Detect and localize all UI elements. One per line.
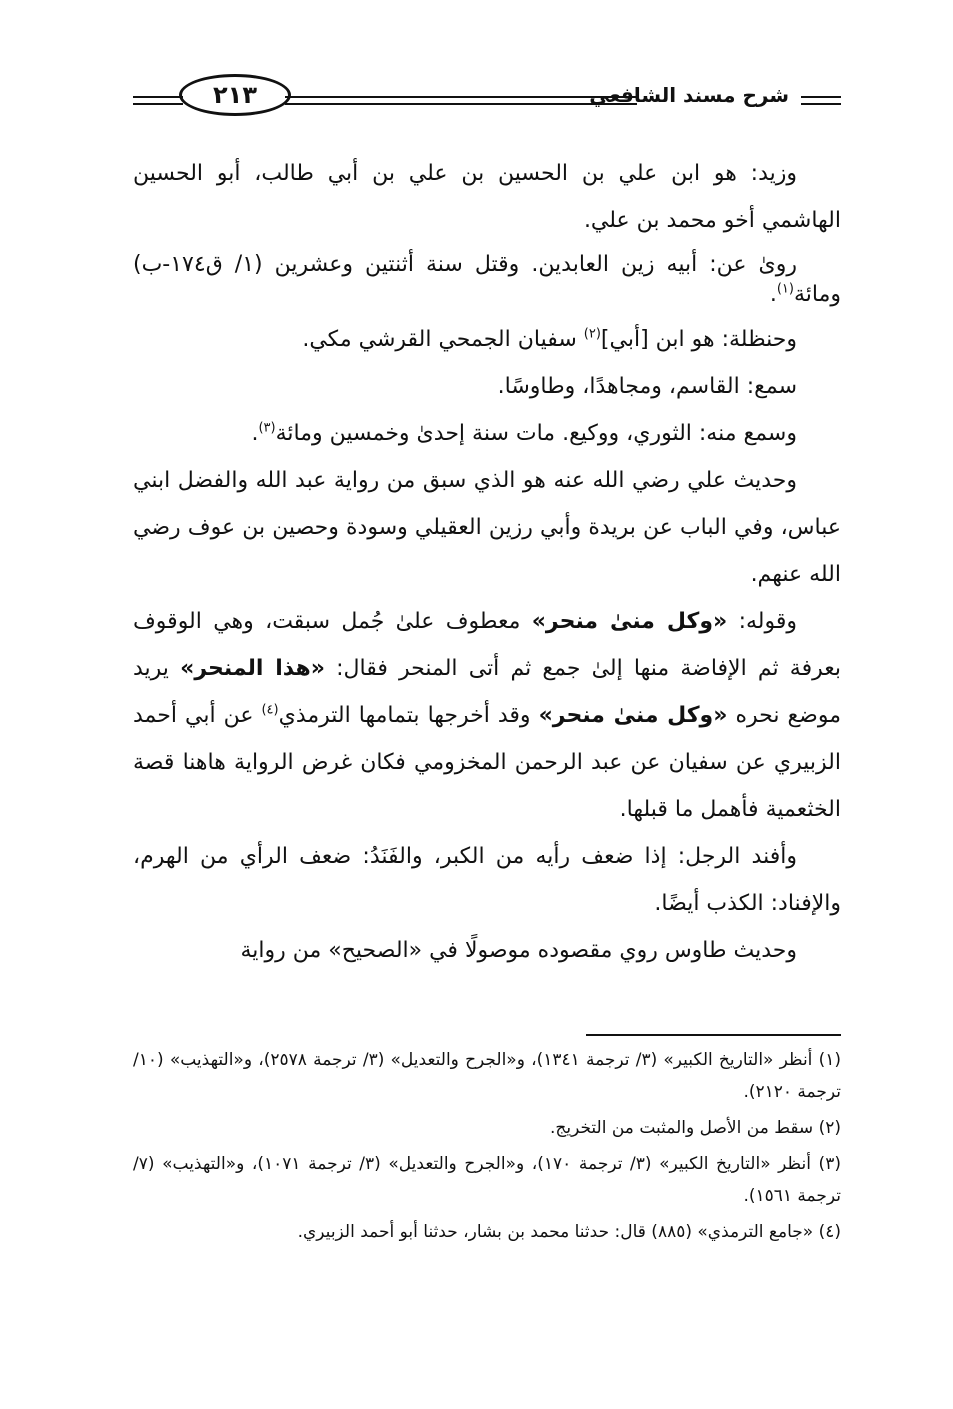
book-title: شرح مسند الشافعي <box>589 83 789 107</box>
main-text <box>133 150 841 974</box>
paragraph-text: سفيان الجمحي القرشي مكي. <box>302 327 584 352</box>
footnotes <box>133 1044 841 1252</box>
paragraph-zayd: وزيد: هو ابن علي بن الحسين بن علي بن أبي طالب، أبو الحسين الهاشمي أخو محمد بن علي. <box>133 161 841 233</box>
paragraph-text: وسمع منه: الثوري، ووكيع. مات سنة إحدىٰ وخمسين ومائة <box>275 421 797 446</box>
header-rule-left-1 <box>133 96 183 98</box>
footnote-4: (٤) «جامع الترمذي» (٨٨٥) قال: حدثنا محمد بن بشار، حدثنا أبو أحمد الزبيري. <box>297 1222 841 1242</box>
paragraph-text: عن أبي أحمد الزبيري عن سفيان عن عبد الرحمن المخزومي فكان غرض الرواية هاهنا قصة الخثعمية فأهمل ما قبلها. <box>133 703 841 822</box>
paragraph-text: وقد أخرجها بتمامها الترمذي <box>278 703 539 728</box>
footnote-ref-2: (٢) <box>583 326 601 342</box>
header-rule-middle-2 <box>285 103 637 105</box>
paragraph-rawa-an <box>133 250 841 310</box>
header-rule-right-1 <box>801 96 841 98</box>
footnote-3: (٣) أنظر «التاريخ الكبير» (٣/ ترجمة ١٧٠)، و«الجرح والتعديل» (٣/ ترجمة ١٠٧١)، و«التهذيب» (٧/ ترجمة ١٥٦١). <box>133 1154 841 1206</box>
header-rule-middle-1 <box>285 96 637 98</box>
quoted-phrase: «وكل منىٰ منحر» <box>531 609 728 634</box>
paragraph-text: معطوف علىٰ جُمل سبقت، وهي الوقوف بعرفة ثم الإفاضة منها إلىٰ جمع ثم أتى المنحر فقال: <box>133 609 841 681</box>
paragraph-text: وقوله: <box>727 609 798 634</box>
paragraph-text: وحنظلة: هو ابن [أبي] <box>600 327 797 352</box>
footnote-2: (٢) سقط من الأصل والمثبت من التخريج. <box>549 1118 841 1138</box>
paragraph-samia: سمع: القاسم، ومجاهدًا، وطاوسًا. <box>497 374 797 399</box>
header-rule-left-2 <box>133 103 183 105</box>
footnote-ref-1: (١) <box>776 281 794 297</box>
paragraph-hadith-tawus: وحديث طاوس روي مقصوده موصولًا في «الصحيح» من رواية <box>240 938 797 963</box>
paragraph-end: . <box>769 282 777 307</box>
paragraph-afnada: وأفند الرجل: إذا ضعف رأيه من الكبر، والفَنَدُ: ضعف الرأي من الهرم، والإفناد: الكذب أيضًا. <box>133 844 841 916</box>
paragraph-hanzala <box>133 316 841 363</box>
footnote-ref-4: (٤) <box>261 702 279 718</box>
footnote-ref-3: (٣) <box>258 420 276 436</box>
paragraph-qawluhu <box>133 598 841 833</box>
paragraph-text: رویٰ عن: أبيه زين العابدين. وقتل سنة أثنتين وعشرين (١/ ق١٧٤-ب) ومائة <box>133 252 841 307</box>
paragraph-end: . <box>251 421 259 446</box>
paragraph-samia-minhu <box>133 410 841 457</box>
running-header <box>133 72 841 128</box>
footnote-1: (١) أنظر «التاريخ الكبير» (٣/ ترجمة ١٣٤١)، و«الجرح والتعديل» (٣/ ترجمة ٢٥٧٨)، و«التهذيب» (١٠/ ترجمة ٢١٢٠). <box>133 1050 841 1102</box>
header-rule-right-2 <box>801 103 841 105</box>
page-number: ٢١٣ <box>179 74 291 116</box>
paragraph-text: يريد موضع نحره <box>133 656 841 728</box>
footnote-separator <box>586 1034 841 1036</box>
quoted-phrase: «هذا المنحر» <box>180 656 325 681</box>
paragraph-hadith-ali: وحديث علي رضي الله عنه هو الذي سبق من رواية عبد الله والفضل ابني عباس، وفي الباب عن بريدة وأبي رزين العقيلي وسودة وحصين بن عوف رضي الله عنهم. <box>133 468 841 587</box>
quoted-phrase: «وكل منىٰ منحر» <box>538 703 728 728</box>
